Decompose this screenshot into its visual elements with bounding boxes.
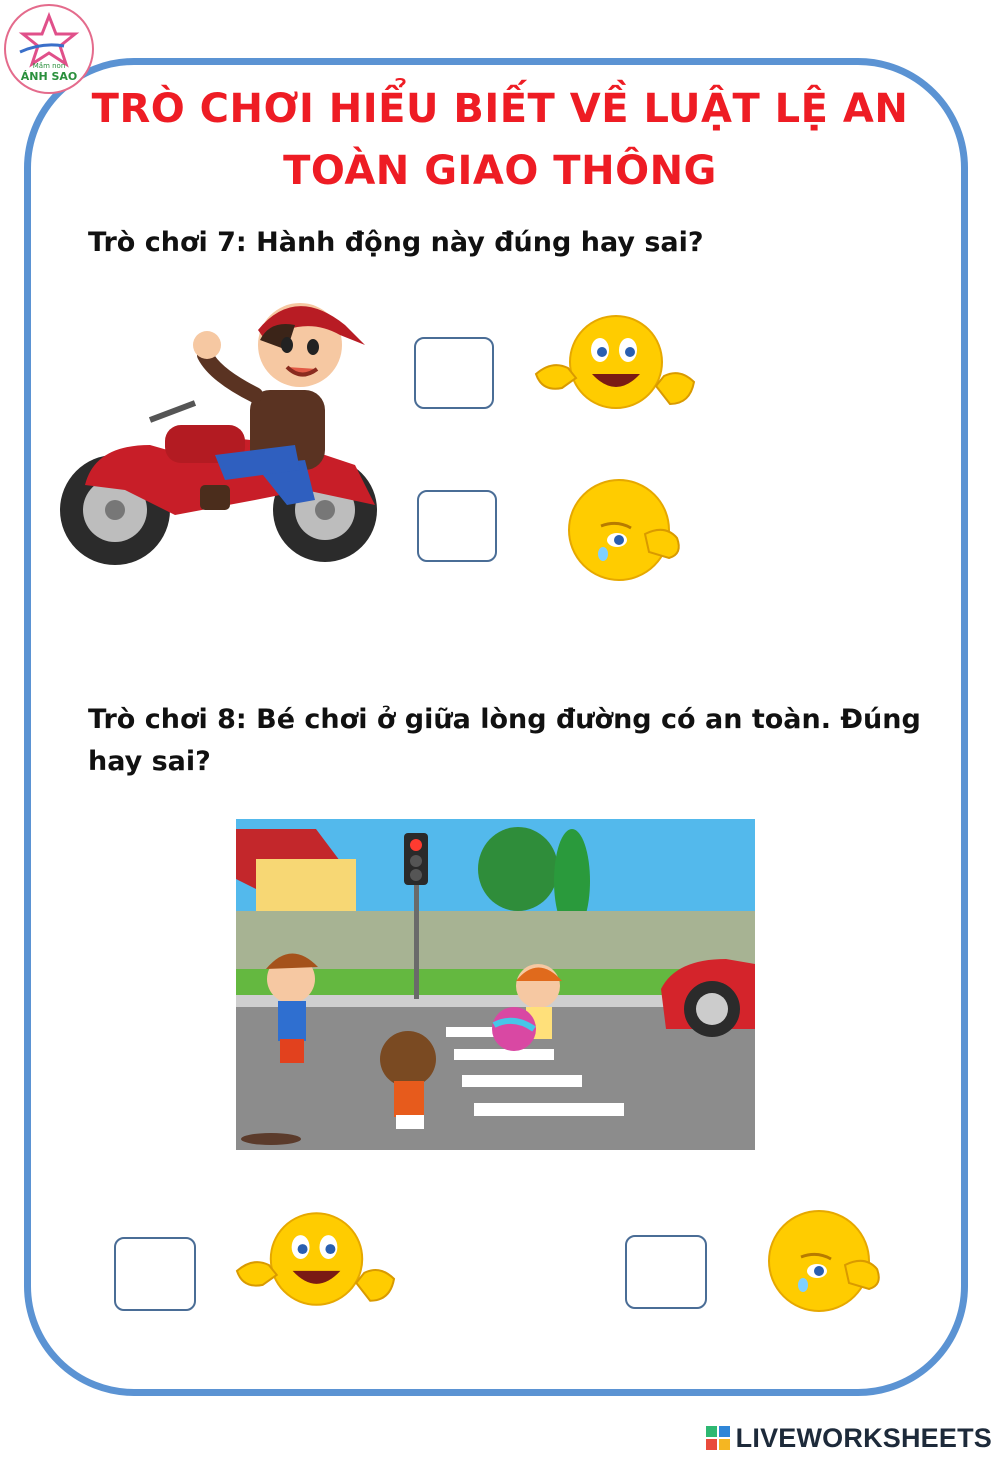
answer-box-game8-correct[interactable] xyxy=(114,1237,196,1311)
question-game-7: Trò chơi 7: Hành động này đúng hay sai? xyxy=(88,227,704,258)
question-game-8-line-1: Trò chơi 8: Bé chơi ở giữa lòng đường có an toàn. Đúng xyxy=(88,704,921,735)
title-line-1: TRÒ CHƠI HIỂU BIẾT VỀ LUẬT LỆ AN xyxy=(91,86,909,132)
title-line-2: TOÀN GIAO THÔNG xyxy=(283,148,717,194)
question-game-8 xyxy=(88,699,988,783)
sad-emoji-icon xyxy=(765,1205,887,1317)
happy-emoji-icon xyxy=(532,312,698,414)
question-game-8-line-2: hay sai? xyxy=(88,746,211,777)
liveworksheets-logo-icon xyxy=(706,1426,730,1450)
boy-on-motorcycle-image xyxy=(55,285,385,580)
kids-playing-on-road-image xyxy=(236,819,755,1150)
footer-brand-text: LIVEWORKSHEETS xyxy=(735,1422,992,1453)
answer-box-game8-wrong[interactable] xyxy=(625,1235,707,1309)
answer-box-game7-wrong[interactable] xyxy=(417,490,497,562)
svg-text:Mầm non: Mầm non xyxy=(32,62,66,70)
sad-emoji-icon xyxy=(565,474,687,586)
worksheet-title xyxy=(60,78,940,202)
happy-emoji-icon xyxy=(233,1209,398,1311)
svg-text:ÁNH SAO: ÁNH SAO xyxy=(20,70,78,83)
answer-box-game7-correct[interactable] xyxy=(414,337,494,409)
liveworksheets-brand xyxy=(706,1420,992,1456)
